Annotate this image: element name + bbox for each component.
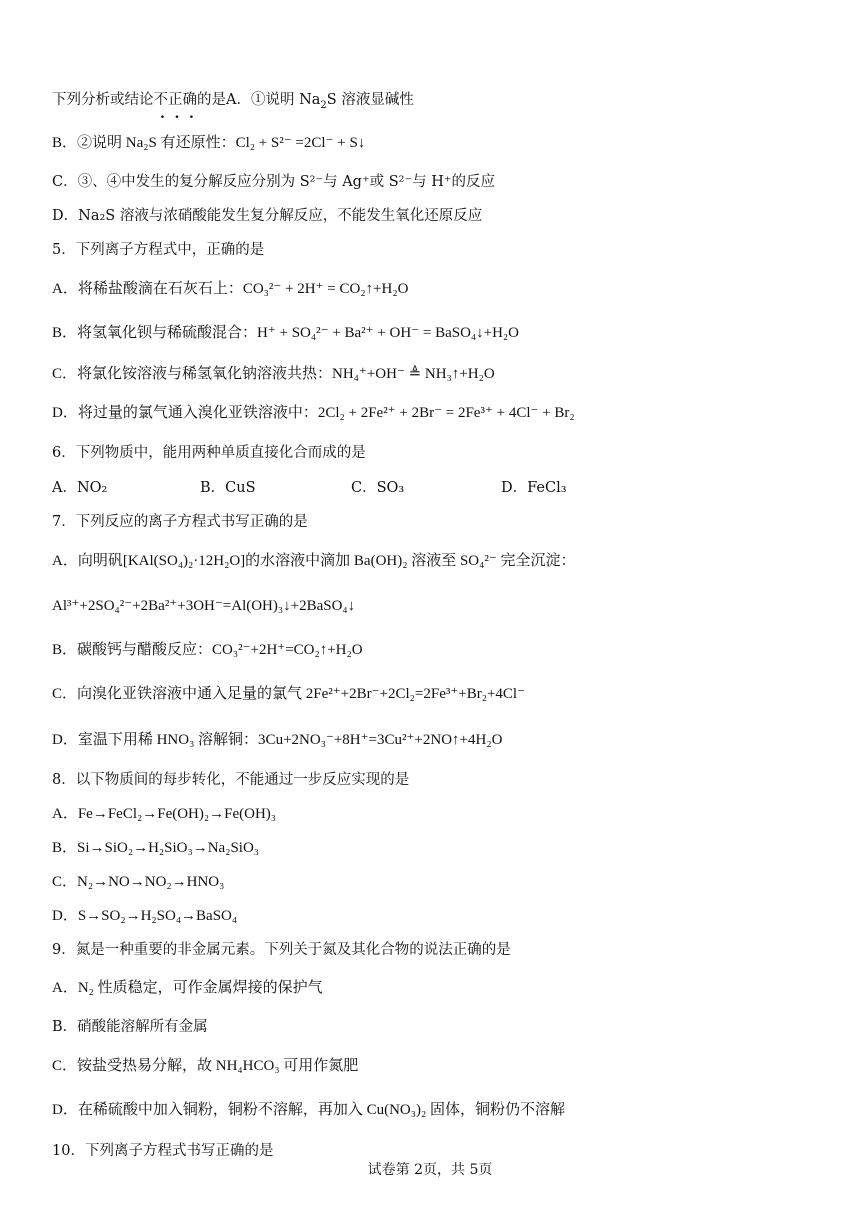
q9-option-b: B．硝酸能溶解所有金属 <box>52 1019 208 1035</box>
q7-option-c: C．向溴化亚铁溶液中通入足量的氯气 2Fe²⁺+2Br⁻+2Cl₂=2Fe³⁺+Br₂+4Cl⁻ <box>52 686 526 702</box>
q8-option-d: D．S→SO₂→H₂SO₄→BaSO₄ <box>52 908 238 924</box>
q5-option-c: C．将氯化铵溶液与稀氢氧化钠溶液共热：NH₄⁺+OH⁻ ≜ NH₃↑+H₂O <box>52 366 495 382</box>
q7-option-b: B．碳酸钙与醋酸反应：CO₃²⁻+2H⁺=CO₂↑+H₂O <box>52 642 363 658</box>
q9-option-c: C．铵盐受热易分解，故 NH₄HCO₃ 可用作氮肥 <box>52 1058 359 1074</box>
q6-option-c: C．SO₃ <box>351 480 405 496</box>
q4-stem <box>52 90 414 110</box>
q6-option-a: A．NO₂ <box>52 480 108 496</box>
emphasis-text <box>154 92 198 108</box>
q8-stem: 8．以下物质间的每步转化，不能通过一步反应实现的是 <box>52 772 410 788</box>
q9-option-d: D．在稀硫酸中加入铜粉，铜粉不溶解，再加入 Cu(NO₃)₂ 固体，铜粉仍不溶解 <box>52 1102 565 1118</box>
emphasis-char: 正 <box>168 92 183 108</box>
q5-option-b: B．将氢氧化钡与稀硫酸混合：H⁺ + SO₄²⁻ + Ba²⁺ + OH⁻ = BaSO₄↓+H₂O <box>52 325 519 341</box>
q8-option-b: B．Si→SiO₂→H₂SiO₃→Na₂SiO₃ <box>52 840 260 856</box>
q4-option-c: C．③、④中发生的复分解反应分别为 S²⁻与 Ag⁺或 S²⁻与 H⁺的反应 <box>52 174 496 190</box>
q6-stem: 6．下列物质中，能用两种单质直接化合而成的是 <box>52 445 366 461</box>
stem-suffix: 的是A．①说明 Na <box>197 92 321 108</box>
q8-option-a: A．Fe→FeCl₂→Fe(OH)₂→Fe(OH)₃ <box>52 806 277 822</box>
emphasis-char: 确 <box>182 92 197 108</box>
q10-stem: 10．下列离子方程式书写正确的是 <box>52 1143 274 1159</box>
q5-option-d: D．将过量的氯气通入溴化亚铁溶液中：2Cl₂ + 2Fe²⁺ + 2Br⁻ = 2Fe³⁺ + 4Cl⁻ + Br₂ <box>52 405 575 421</box>
q6-option-d: D．FeCl₃ <box>501 480 567 496</box>
q7-option-a-line2: Al³⁺+2SO₄²⁻+2Ba²⁺+3OH⁻=Al(OH)₃↓+2BaSO₄↓ <box>52 598 356 614</box>
q4-option-b: B．②说明 Na₂S 有还原性：Cl₂ + S²⁻ =2Cl⁻ + S↓ <box>52 135 366 151</box>
q9-stem: 9．氮是一种重要的非金属元素。下列关于氮及其化合物的说法正确的是 <box>52 942 511 958</box>
stem-tail: S 溶液显碱性 <box>326 92 414 108</box>
q5-stem: 5．下列离子方程式中，正确的是 <box>52 242 265 258</box>
q9-option-a: A．N₂ 性质稳定，可作金属焊接的保护气 <box>52 980 323 996</box>
emphasis-char: 不 <box>153 92 168 108</box>
q5-option-a: A．将稀盐酸滴在石灰石上：CO₃²⁻ + 2H⁺ = CO₂↑+H₂O <box>52 281 409 297</box>
q7-option-a-line1: A．向明矾[KAl(SO₄)₂·12H₂O]的水溶液中滴加 Ba(OH)₂ 溶液至 SO₄²⁻ 完全沉淀： <box>52 553 576 569</box>
q7-stem: 7．下列反应的离子方程式书写正确的是 <box>52 514 308 530</box>
q6-option-b: B．CuS <box>200 480 256 496</box>
q7-option-d: D．室温下用稀 HNO₃ 溶解铜：3Cu+2NO₃⁻+8H⁺=3Cu²⁺+2NO↑+4H₂O <box>52 732 503 748</box>
q8-option-c: C．N₂→NO→NO₂→HNO₃ <box>52 874 225 890</box>
page-footer: 试卷第 2页，共 5页 <box>367 1162 493 1178</box>
stem-prefix: 下列分析或结论 <box>52 92 154 108</box>
subscript: 2 <box>320 99 327 111</box>
q4-option-d: D．Na₂S 溶液与浓硝酸能发生复分解反应，不能发生氧化还原反应 <box>52 208 483 224</box>
